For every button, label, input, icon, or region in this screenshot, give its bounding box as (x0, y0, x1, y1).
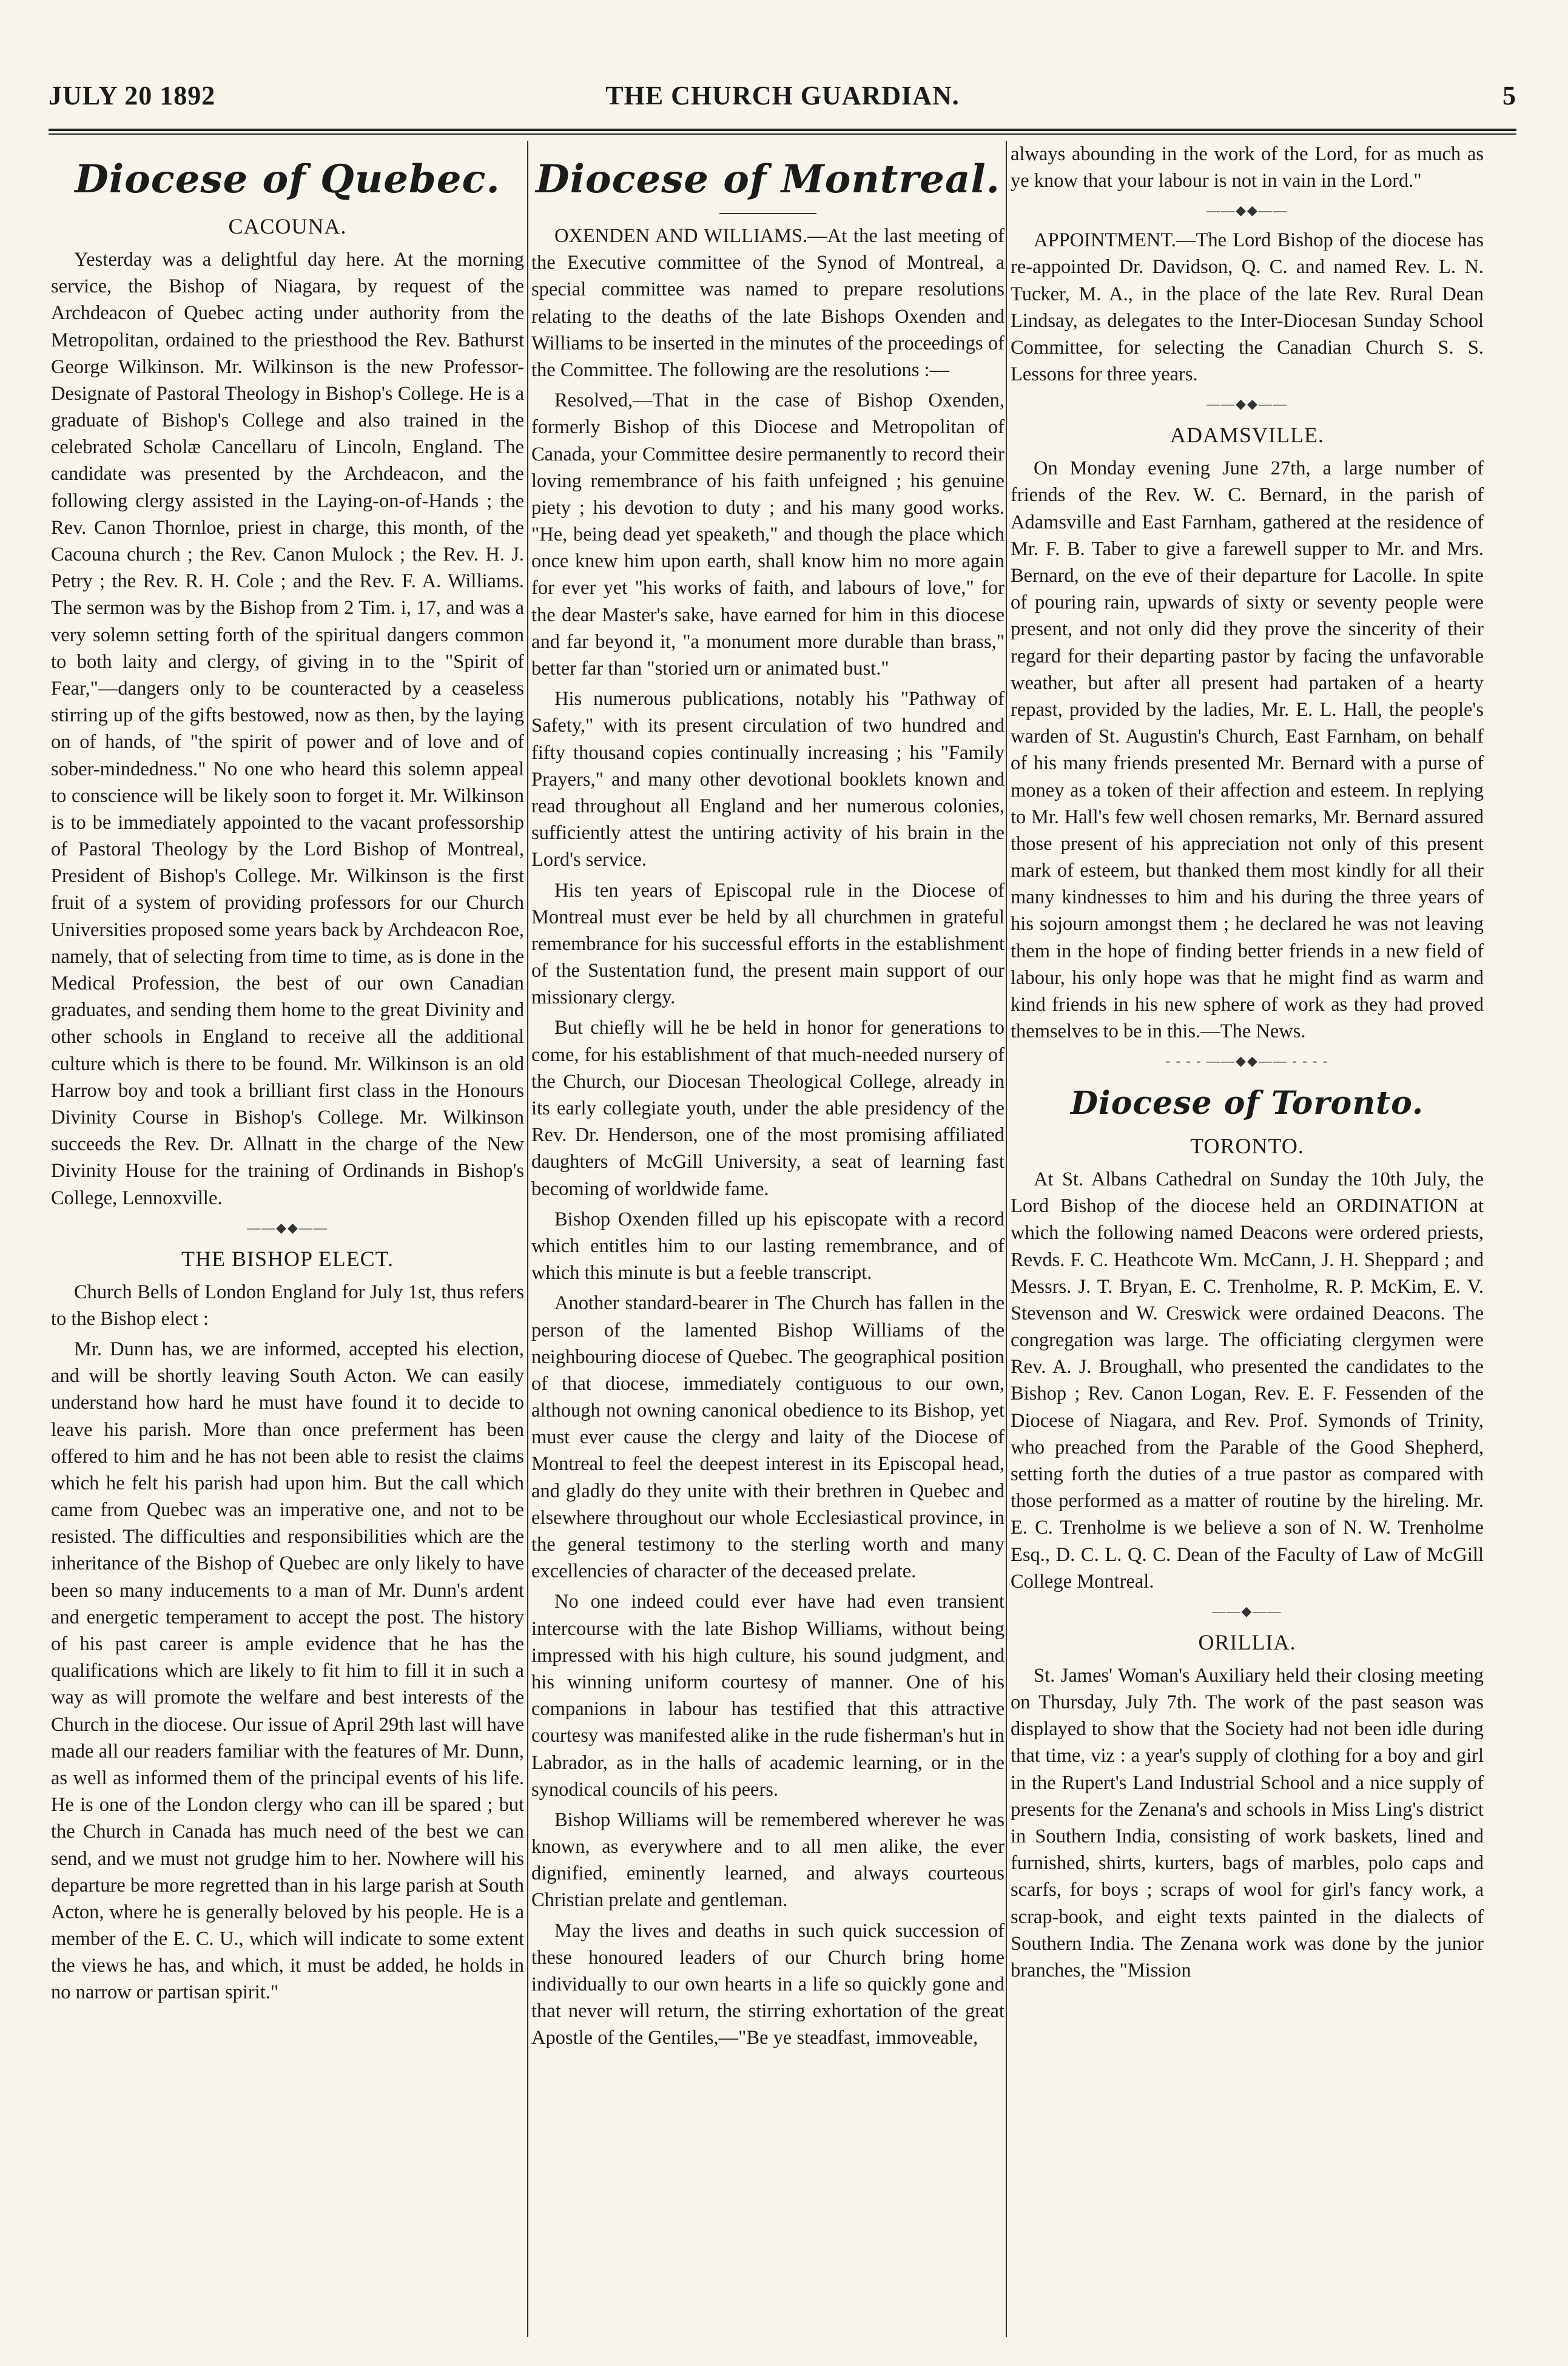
article-paragraph: His numerous publications, notably his "Pathway of Safety," with its present circulation of two hundred and fifty thousand copies continually increasing ; his "Family Prayers," and many other devotional booklets known and read throughout all England and her numerous colonies, sufficiently attest the untiring activity of his brain in the Lord's service. (531, 688, 1004, 871)
section-heading-quebec: Diocese of Quebec. (75, 157, 500, 202)
column-1 (51, 141, 524, 2337)
article-paragraph: But chiefly will he be held in honor for generations to come, for his establishment of that much-needed nursery of the Church, our Diocesan Theological College, already in its early collegiate youth, under the able presidency of the Rev. Dr. Henderson, one of the most promising affiliated daughters of McGill University, a seat of learning fast becoming of worldwide fame. (531, 1017, 1004, 1200)
page-number: 5 (1502, 81, 1516, 110)
article-paragraph: Bishop Williams will be remembered wherever he was known, as everywhere and to all men alike, the ever dignified, eminently learned, and always courteous Christian prelate and gentleman. (531, 1808, 1004, 1912)
newspaper-title: THE CHURCH GUARDIAN. (605, 81, 960, 110)
article-paragraph: Mr. Dunn has, we are informed, accepted his election, and will be shortly leaving South Acton. We can easily understand how hard he must have found it to decide to leave his parish. More than once preferment has been offered to him and he has not been able to resist the claims which he felt his parish had upon him. But the call which came from Quebec was an imperative one, and not to be resisted. The difficulties and responsibilities which are the inheritance of the Bishop of Quebec are only likely to have been so many inducements to a man of Mr. Dunn's ardent and energetic temperament to accept the post. The history of his past career is ample evidence that he has the qualifications which are likely to fit him to fill it in such a way as will promote the welfare and best interests of the Church in the diocese. Our issue of April 29th last will have made all our readers familiar with the features of Mr. Dunn, as well as informed them of the principal events of his life. He is one of the London clergy who can ill be spared ; but the Church in Canada has much need of the best we can send, and we must not grudge him to her. Nowhere will his departure be more regretted than in his large parish at South Acton, where he is generally beloved by his people. He is a member of the E. C. U., which will indicate to some extent the views he has, and which, it must be added, he holds in no narrow or partisan spirit." (51, 1338, 524, 2004)
article-paragraph: On Monday evening June 27th, a large number of friends of the Rev. W. C. Bernard, in the parish of Adamsville and East Farnham, gathered at the residence of Mr. F. B. Taber to give a farewell supper to Mr. and Mrs. Bernard, on the eve of their departure for Lacolle. In spite of pouring rain, upwards of sixty or seventy people were present, and not only did they prove the sincerity of their regard for their departing pastor by facing the unfavorable weather, but after all present had partaken of a hearty repast, provided by the ladies, Mr. E. L. Hall, the people's warden of St. Augustin's Church, East Farnham, on behalf of his many friends presented Mr. Bernard with a purse of money as a token of their affection and esteem. In replying to Mr. Hall's few well chosen remarks, Mr. Bernard assured those present of his appreciation not only of this present mark of esteem, but thanked them most kindly for all their many kindnesses to him and his during the three years of his sojourn amongst them ; he declared he was not leaving them in the hope of finding better friends in a new field of labour, his only hope was that he might find as warm and kind friends in his new sphere of work as they had proved themselves to be in this.—The News. (1011, 457, 1484, 1043)
subheading-orillia: ORILLIA. (1198, 1630, 1296, 1654)
article-paragraph: APPOINTMENT.—The Lord Bishop of the diocese has re-appointed Dr. Davidson, Q. C. and named Rev. L. N. Tucker, M. A., in the place of the late Rev. Rural Dean Lindsay, as delegates to the Inter-Diocesan Sunday School Committee, for selecting the Canadian Church S. S. Lessons for three years. (1011, 229, 1484, 386)
subheading-adamsville: ADAMSVILLE. (1170, 423, 1324, 448)
ornament-divider: ——◆◆—— (1206, 203, 1288, 218)
article-paragraph: His ten years of Episcopal rule in the Diocese of Montreal must ever be held by all churchmen in grateful remembrance for his successful efforts in the establishment of the Sustentation fund, the present main support of our missionary clergy. (531, 879, 1004, 1009)
article-paragraph: Church Bells of London England for July 1st, thus refers to the Bishop elect : (51, 1281, 524, 1330)
column-3 (1011, 141, 1484, 2337)
page-header (49, 73, 1516, 121)
section-heading-toronto: Diocese of Toronto. (1070, 1085, 1424, 1122)
article-paragraph: At St. Albans Cathedral on Sunday the 10th July, the Lord Bishop of the diocese held an ORDINATION at which the following named Deacons were ordered priests, Revds. F. C. Heathcote Wm. McCann, J. H. Sheppard ; and Messrs. J. T. Bryan, E. C. Trenholme, R. P. McKim, E. V. Stevenson and W. Creswick were ordained Deacons. The congregation was large. The officiating clergymen were Rev. A. J. Broughall, who presented the candidates to the Bishop ; Rev. Canon Logan, Rev. E. F. Fessenden of the Diocese of Niagara, and Rev. Prof. Symonds of Trinity, who preached from the Parable of the Good Shepherd, setting forth the duties of a true pastor as compared with those performed as a matter of routine by the hireling. Mr. E. C. Trenholme is we believe a son of N. W. Trenholme Esq., D. C. L. Q. C. Dean of the Faculty of Law of McGill College Montreal. (1011, 1168, 1484, 1592)
article-paragraph: No one indeed could ever have had even transient intercourse with the late Bishop Williams, without being impressed with his high culture, his sound judgment, and his winning uniform courtesy of manner. One of his companions in labour has testified that this attractive courtesy was manifested alike in the rude fisherman's hut in Labrador, as in the halls of academic learning, or in the synodical councils of his peers. (531, 1591, 1004, 1801)
ornament-divider: ——◆—— (1212, 1603, 1282, 1619)
ornament-divider: - - - - ——◆◆—— - - - - (1165, 1053, 1329, 1069)
section-heading-montreal: Diocese of Montreal. (536, 157, 1000, 202)
article-paragraph: Yesterday was a delightful day here. At the morning service, the Bishop of Niagara, by request of the Archdeacon of Quebec acting under authority from the Metropolitan, ordained to the priesthood the Rev. Bathurst George Wilkinson. Mr. Wilkinson is the new Professor-Designate of Pastoral Theology in Bishop's College. He is a graduate of Bishop's College and also trained in the celebrated Scholæ Cancellaru of Lincoln, England. The candidate was presented by the Archdeacon, and the following clergy assisted in the Laying-on-of-Hands ; the Rev. Canon Thornloe, priest in charge, this month, of the Cacouna church ; the Rev. Canon Mulock ; the Rev. H. J. Petry ; the Rev. R. H. Cole ; and the Rev. F. A. Williams. The sermon was by the Bishop from 2 Tim. i, 17, and was a very solemn setting forth of the spiritual dangers common to both laity and clergy, of giving in to the "Spirit of Fear,"—dangers only to be counteracted by a ceaseless stirring up of the gifts bestowed, now as then, by the laying on of hands, of "the spirit of power and of love and of sober-mindedness." No one who heard this solemn appeal to conscience will be likely soon to forget it. Mr. Wilkinson is to be immediately appointed to the vacant professorship of Pastoral Theology by the Lord Bishop of Montreal, President of Bishop's College. Mr. Wilkinson is the first fruit of a system of providing professors for our Church Universities proposed some years back by Archdeacon Roe, namely, that of selecting from time to time, as is done in the Medical Profession, the best of our own Canadian graduates, and sending them home to the great Divinity and other schools in England to receive all the additional culture which is there to be found. Mr. Wilkinson is an old Harrow boy and took a brilliant first class in the Honours Divinity Course in Bishop's College. Mr. Wilkinson succeeds the Rev. Dr. Allnatt in the charge of the New Divinity House for the training of Ordinands in Bishop's College, Lennoxville. (51, 248, 524, 1209)
column-divider (527, 141, 528, 2337)
ornament-divider: ——◆◆—— (1206, 396, 1288, 412)
article-paragraph: always abounding in the work of the Lord, for as much as ye know that your labour is not in vain in the Lord." (1011, 143, 1484, 192)
column-2 (531, 141, 1004, 2337)
header-rule (49, 129, 1516, 131)
article-paragraph: OXENDEN AND WILLIAMS.—At the last meeting of the Executive committee of the Synod of Montreal, a special committee was named to prepare resolutions relating to the deaths of the late Bishops Oxenden and Williams to be inserted in the minutes of the proceedings of the Committee. The following are the resolutions :— (531, 225, 1004, 381)
article-paragraph: Resolved,—That in the case of Bishop Oxenden, formerly Bishop of this Diocese and Metropolitan of Canada, your Committee desire permanently to record their loving remembrance of his faith unfeigned ; his genuine piety ; his devotion to duty ; and his many good works. "He, being dead yet speaketh," and though the place which once knew him upon earth, shall know him no more again for ever yet "his works of faith, and labours of love," for the dear Master's sake, have earned for him in this diocese and far beyond it, "a monument more durable than brass," better far than "storied urn or animated bust." (531, 389, 1004, 680)
article-paragraph: Another standard-bearer in The Church has fallen in the person of the lamented Bishop Williams of the neighbouring diocese of Quebec. The geographical position of that diocese, immediately contiguous to our own, although not owning canonical obedience to its Bishop, yet must ever cause the clergy and laity of the Diocese of Montreal to feel the deepest interest in its Episcopal head, and gladly do they unite with their brethren in Quebec and elsewhere throughout our whole Ecclesiastical province, in the general testimony to the sterling worth and many excellencies of character of the deceased prelate. (531, 1292, 1004, 1583)
article-paragraph: May the lives and deaths in such quick succession of these honoured leaders of our Church bring home individually to our own hearts in a life so quickly gone and that never will return, the stirring exhortation of the great Apostle of the Gentiles,—"Be ye steadfast, immoveable, (531, 1919, 1004, 2049)
article-paragraph: St. James' Woman's Auxiliary held their closing meeting on Thursday, July 7th. The work of the past season was displayed to show that the Society had not been idle during that time, viz : a year's supply of clothing for a boy and girl in the Rupert's Land Industrial School and a nice supply of presents for the Zenana's and schools in Miss Ling's district in Southern India, consisting of work baskets, lined and furnished, shirts, kurters, bags of marbles, polo caps and scarfs, for boys ; scraps of wool for girl's fancy work, a scrap-book, and eight texts painted in the dialects of Southern India. The Zenana work was done by the junior branches, the "Mission (1011, 1664, 1484, 1981)
subheading-cacouna: CACOUNA. (228, 214, 347, 239)
ornament-divider: ——◆◆—— (247, 1219, 328, 1235)
issue-date: JULY 20 1892 (49, 81, 216, 110)
article-paragraph: Bishop Oxenden filled up his episcopate with a record which entitles him to our lasting remembrance, and of which this minute is but a feeble transcript. (531, 1208, 1004, 1284)
subheading-bishop-elect: THE BISHOP ELECT. (181, 1246, 394, 1271)
column-divider (1006, 141, 1007, 2337)
short-rule (719, 213, 816, 214)
subheading-toronto: TORONTO. (1190, 1134, 1304, 1159)
header-rule-thin (49, 133, 1516, 135)
